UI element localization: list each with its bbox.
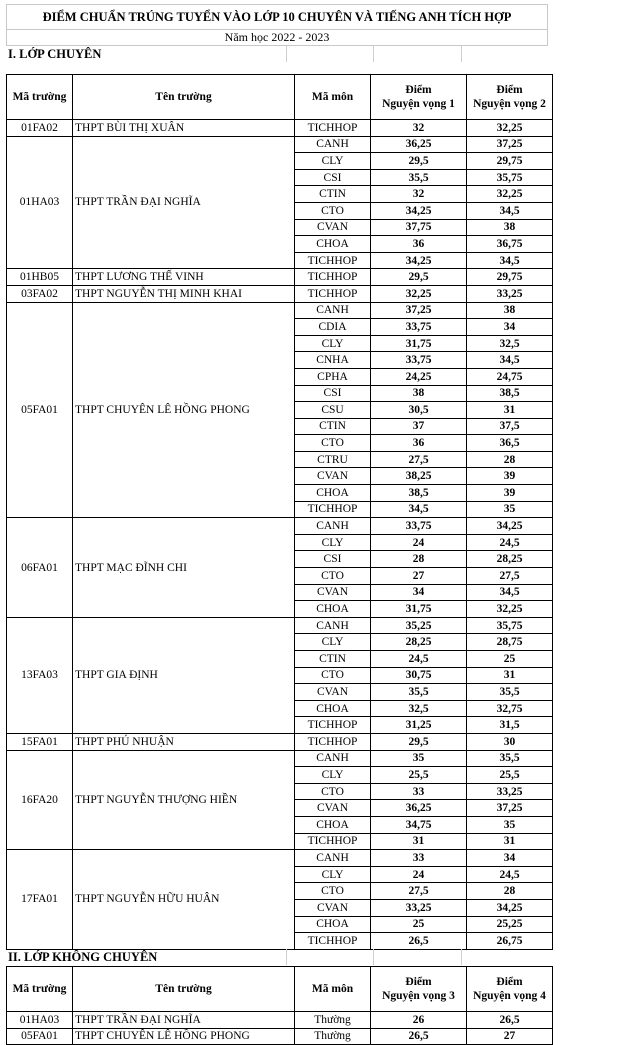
score-second-choice: 34,5: [467, 352, 553, 369]
score-second-choice: 24,5: [467, 534, 553, 551]
score-first-choice: 29,5: [371, 269, 467, 286]
school-name: THPT LƯƠNG THẾ VINH: [73, 269, 295, 286]
table-row: [7, 285, 553, 302]
subject-code: CLY: [295, 335, 371, 352]
header-school-name: Tên trường: [73, 967, 295, 1012]
regular-scores-table: [6, 966, 553, 1045]
subject-code: Thường: [295, 1012, 371, 1029]
school-code: 01FA02: [7, 120, 73, 137]
subject-code: CHOA: [295, 916, 371, 933]
header-score-a: Điểm Nguyện vọng 3: [371, 967, 467, 1012]
school-code: 01HA03: [7, 1012, 73, 1029]
subject-code: CPHA: [295, 368, 371, 385]
subject-code: CTO: [295, 568, 371, 585]
score-first-choice: 32: [371, 186, 467, 203]
subject-code: TICHHOP: [295, 717, 371, 734]
score-first-choice: 33,25: [371, 899, 467, 916]
score-second-choice: 29,75: [467, 153, 553, 170]
score-first-choice: 28: [371, 551, 467, 568]
school-code: 15FA01: [7, 733, 73, 750]
score-first-choice: 30,75: [371, 667, 467, 684]
subject-code: CVAN: [295, 584, 371, 601]
score-first-choice: 24: [371, 534, 467, 551]
score-second-choice: 34: [467, 850, 553, 867]
score-first-choice: 29,5: [371, 153, 467, 170]
school-name: THPT GIA ĐỊNH: [73, 617, 295, 733]
school-code: 05FA01: [7, 1028, 73, 1045]
score-first-choice: 38,25: [371, 468, 467, 485]
subject-code: CLY: [295, 866, 371, 883]
school-code: 16FA20: [7, 750, 73, 850]
score-second-choice: 32,25: [467, 601, 553, 618]
subject-code: TICHHOP: [295, 120, 371, 137]
header-score-a: Điểm Nguyện vọng 1: [371, 75, 467, 120]
score-first-choice: 34: [371, 584, 467, 601]
school-name: THPT NGUYỄN THƯỢNG HIỀN: [73, 750, 295, 850]
header-score-b: Điểm Nguyện vọng 4: [467, 967, 553, 1012]
subject-code: CSI: [295, 551, 371, 568]
score-first-choice: 35,5: [371, 169, 467, 186]
score-second-choice: 32,75: [467, 700, 553, 717]
score-first-choice: 36,25: [371, 800, 467, 817]
table-row: [7, 850, 553, 867]
subject-code: CTO: [295, 883, 371, 900]
score-second-choice: 35: [467, 816, 553, 833]
score-second-choice: 33,25: [467, 783, 553, 800]
table-row: [7, 120, 553, 137]
score-first-choice: 28,25: [371, 634, 467, 651]
score-first-choice: 37,25: [371, 302, 467, 319]
score-first-choice: 33,75: [371, 319, 467, 336]
score-first-choice: 33: [371, 850, 467, 867]
score-second-choice: 30: [467, 733, 553, 750]
school-code: 01HB05: [7, 269, 73, 286]
score-second-choice: 38,5: [467, 385, 553, 402]
score-first-choice: 32,5: [371, 700, 467, 717]
score-first-choice: 27,5: [371, 451, 467, 468]
school-name: THPT BÙI THỊ XUÂN: [73, 120, 295, 137]
score-second-choice: 34,25: [467, 518, 553, 535]
score-second-choice: 24,5: [467, 866, 553, 883]
score-first-choice: 32: [371, 120, 467, 137]
score-first-choice: 27,5: [371, 883, 467, 900]
section-specialized-heading: [6, 46, 548, 62]
subject-code: CANH: [295, 136, 371, 153]
score-first-choice: 32,25: [371, 285, 467, 302]
score-second-choice: 35,75: [467, 617, 553, 634]
score-second-choice: 37,25: [467, 136, 553, 153]
score-second-choice: 36,5: [467, 435, 553, 452]
subject-code: CANH: [295, 617, 371, 634]
score-first-choice: 33: [371, 783, 467, 800]
score-second-choice: 27,5: [467, 568, 553, 585]
score-second-choice: 28: [467, 883, 553, 900]
score-second-choice: 34,5: [467, 252, 553, 269]
subject-code: CVAN: [295, 219, 371, 236]
subject-code: CTIN: [295, 651, 371, 668]
school-name: THPT PHÚ NHUẬN: [73, 733, 295, 750]
subject-code: CSI: [295, 169, 371, 186]
subject-code: CVAN: [295, 899, 371, 916]
subject-code: CANH: [295, 750, 371, 767]
score-first-choice: 24,5: [371, 651, 467, 668]
score-second-choice: 32,25: [467, 186, 553, 203]
score-second-choice: 28: [467, 451, 553, 468]
subject-code: CTIN: [295, 186, 371, 203]
score-first-choice: 33,75: [371, 518, 467, 535]
header-score-b: Điểm Nguyện vọng 2: [467, 75, 553, 120]
score-second-choice: 36,75: [467, 236, 553, 253]
score-first-choice: 31: [371, 833, 467, 850]
score-first-choice: 24: [371, 866, 467, 883]
score-second-choice: 25,25: [467, 916, 553, 933]
subject-code: CVAN: [295, 468, 371, 485]
score-second-choice: 35,75: [467, 169, 553, 186]
score-second-choice: 35: [467, 501, 553, 518]
score-first-choice: 36: [371, 435, 467, 452]
subject-code: CTO: [295, 202, 371, 219]
score-first-choice: 34,25: [371, 252, 467, 269]
score-first-choice: 29,5: [371, 733, 467, 750]
score-second-choice: 33,25: [467, 285, 553, 302]
subject-code: CLY: [295, 634, 371, 651]
score-second-choice: 25: [467, 651, 553, 668]
score-first-choice: 37,75: [371, 219, 467, 236]
score-second-choice: 31,5: [467, 717, 553, 734]
score-first-choice: 26,5: [371, 1028, 467, 1045]
score-second-choice: 28,25: [467, 551, 553, 568]
school-name: THPT MẠC ĐĨNH CHI: [73, 518, 295, 618]
subject-code: CLY: [295, 153, 371, 170]
score-first-choice: 35,25: [371, 617, 467, 634]
school-code: 13FA03: [7, 617, 73, 733]
score-first-choice: 37: [371, 418, 467, 435]
table-row: [7, 1012, 553, 1029]
score-second-choice: 35,5: [467, 684, 553, 701]
subject-code: CVAN: [295, 684, 371, 701]
header-school-code: Mã trường: [7, 967, 73, 1012]
specialized-scores-table: [6, 74, 553, 950]
subject-code: CANH: [295, 850, 371, 867]
school-code: 05FA01: [7, 302, 73, 518]
subject-code: CTO: [295, 667, 371, 684]
subject-code: TICHHOP: [295, 733, 371, 750]
score-second-choice: 34: [467, 319, 553, 336]
subject-code: TICHHOP: [295, 501, 371, 518]
table-row: [7, 518, 553, 535]
score-first-choice: 34,25: [371, 202, 467, 219]
subject-code: CLY: [295, 534, 371, 551]
subject-code: TICHHOP: [295, 933, 371, 950]
school-name: THPT NGUYỄN THỊ MINH KHAI: [73, 285, 295, 302]
school-code: 01HA03: [7, 136, 73, 269]
score-second-choice: 34,5: [467, 584, 553, 601]
score-second-choice: 35,5: [467, 750, 553, 767]
school-year: Năm học 2022 - 2023: [6, 30, 548, 46]
score-second-choice: 27: [467, 1028, 553, 1045]
school-name: THPT NGUYỄN HỮU HUÂN: [73, 850, 295, 950]
school-code: 06FA01: [7, 518, 73, 618]
score-second-choice: 25,5: [467, 767, 553, 784]
subject-code: Thường: [295, 1028, 371, 1045]
score-second-choice: 37,5: [467, 418, 553, 435]
score-second-choice: 34,5: [467, 202, 553, 219]
score-second-choice: 34,25: [467, 899, 553, 916]
score-second-choice: 31: [467, 833, 553, 850]
score-first-choice: 30,5: [371, 402, 467, 419]
score-second-choice: 26,5: [467, 1012, 553, 1029]
section-label: I. LỚP CHUYÊN: [8, 47, 102, 61]
school-name: THPT CHUYÊN LÊ HỒNG PHONG: [73, 302, 295, 518]
subject-code: CTIN: [295, 418, 371, 435]
subject-code: CHOA: [295, 236, 371, 253]
header-school-code: Mã trường: [7, 75, 73, 120]
subject-code: CTO: [295, 435, 371, 452]
score-second-choice: 38: [467, 302, 553, 319]
table-row: [7, 617, 553, 634]
table-row: [7, 750, 553, 767]
table-row: [7, 733, 553, 750]
school-name: THPT CHUYÊN LÊ HỒNG PHONG: [73, 1028, 295, 1045]
table-row: [7, 136, 553, 153]
score-first-choice: 25,5: [371, 767, 467, 784]
table-row: [7, 302, 553, 319]
subject-code: CSI: [295, 385, 371, 402]
score-second-choice: 26,75: [467, 933, 553, 950]
score-first-choice: 34,75: [371, 816, 467, 833]
subject-code: TICHHOP: [295, 833, 371, 850]
subject-code: TICHHOP: [295, 285, 371, 302]
score-first-choice: 35,5: [371, 684, 467, 701]
score-first-choice: 25: [371, 916, 467, 933]
subject-code: CHOA: [295, 700, 371, 717]
subject-code: CHOA: [295, 485, 371, 502]
header-school-name: Tên trường: [73, 75, 295, 120]
subject-code: CNHA: [295, 352, 371, 369]
score-first-choice: 24,25: [371, 368, 467, 385]
header-subject-code: Mã môn: [295, 75, 371, 120]
score-second-choice: 39: [467, 468, 553, 485]
score-first-choice: 36,25: [371, 136, 467, 153]
school-name: THPT TRẦN ĐẠI NGHĨA: [73, 1012, 295, 1029]
subject-code: CSU: [295, 402, 371, 419]
school-code: 03FA02: [7, 285, 73, 302]
score-first-choice: 34,5: [371, 501, 467, 518]
score-first-choice: 35: [371, 750, 467, 767]
subject-code: CVAN: [295, 800, 371, 817]
table-row: [7, 1028, 553, 1045]
score-second-choice: 31: [467, 402, 553, 419]
subject-code: TICHHOP: [295, 269, 371, 286]
score-second-choice: 28,75: [467, 634, 553, 651]
subject-code: CANH: [295, 518, 371, 535]
score-second-choice: 31: [467, 667, 553, 684]
score-first-choice: 31,75: [371, 601, 467, 618]
header-row: [7, 75, 553, 120]
score-second-choice: 29,75: [467, 269, 553, 286]
subject-code: CHOA: [295, 816, 371, 833]
subject-code: CDIA: [295, 319, 371, 336]
subject-code: CANH: [295, 302, 371, 319]
score-second-choice: 37,25: [467, 800, 553, 817]
subject-code: CHOA: [295, 601, 371, 618]
score-first-choice: 26,5: [371, 933, 467, 950]
school-code: 17FA01: [7, 850, 73, 950]
section-regular-heading: [6, 949, 548, 965]
score-first-choice: 38,5: [371, 485, 467, 502]
subject-code: CTO: [295, 783, 371, 800]
subject-code: CLY: [295, 767, 371, 784]
score-first-choice: 38: [371, 385, 467, 402]
score-second-choice: 32,5: [467, 335, 553, 352]
table-row: [7, 269, 553, 286]
subject-code: CTRU: [295, 451, 371, 468]
score-first-choice: 33,75: [371, 352, 467, 369]
header-subject-code: Mã môn: [295, 967, 371, 1012]
score-first-choice: 36: [371, 236, 467, 253]
score-first-choice: 26: [371, 1012, 467, 1029]
section-label: II. LỚP KHÔNG CHUYÊN: [8, 950, 158, 964]
score-second-choice: 39: [467, 485, 553, 502]
score-second-choice: 38: [467, 219, 553, 236]
subject-code: TICHHOP: [295, 252, 371, 269]
school-name: THPT TRẦN ĐẠI NGHĨA: [73, 136, 295, 269]
score-first-choice: 31,75: [371, 335, 467, 352]
score-second-choice: 32,25: [467, 120, 553, 137]
score-first-choice: 27: [371, 568, 467, 585]
document-title: ĐIỂM CHUẨN TRÚNG TUYỂN VÀO LỚP 10 CHUYÊN VÀ TIẾNG ANH TÍCH HỢP: [6, 4, 548, 30]
header-row: [7, 967, 553, 1012]
score-first-choice: 31,25: [371, 717, 467, 734]
score-second-choice: 24,75: [467, 368, 553, 385]
